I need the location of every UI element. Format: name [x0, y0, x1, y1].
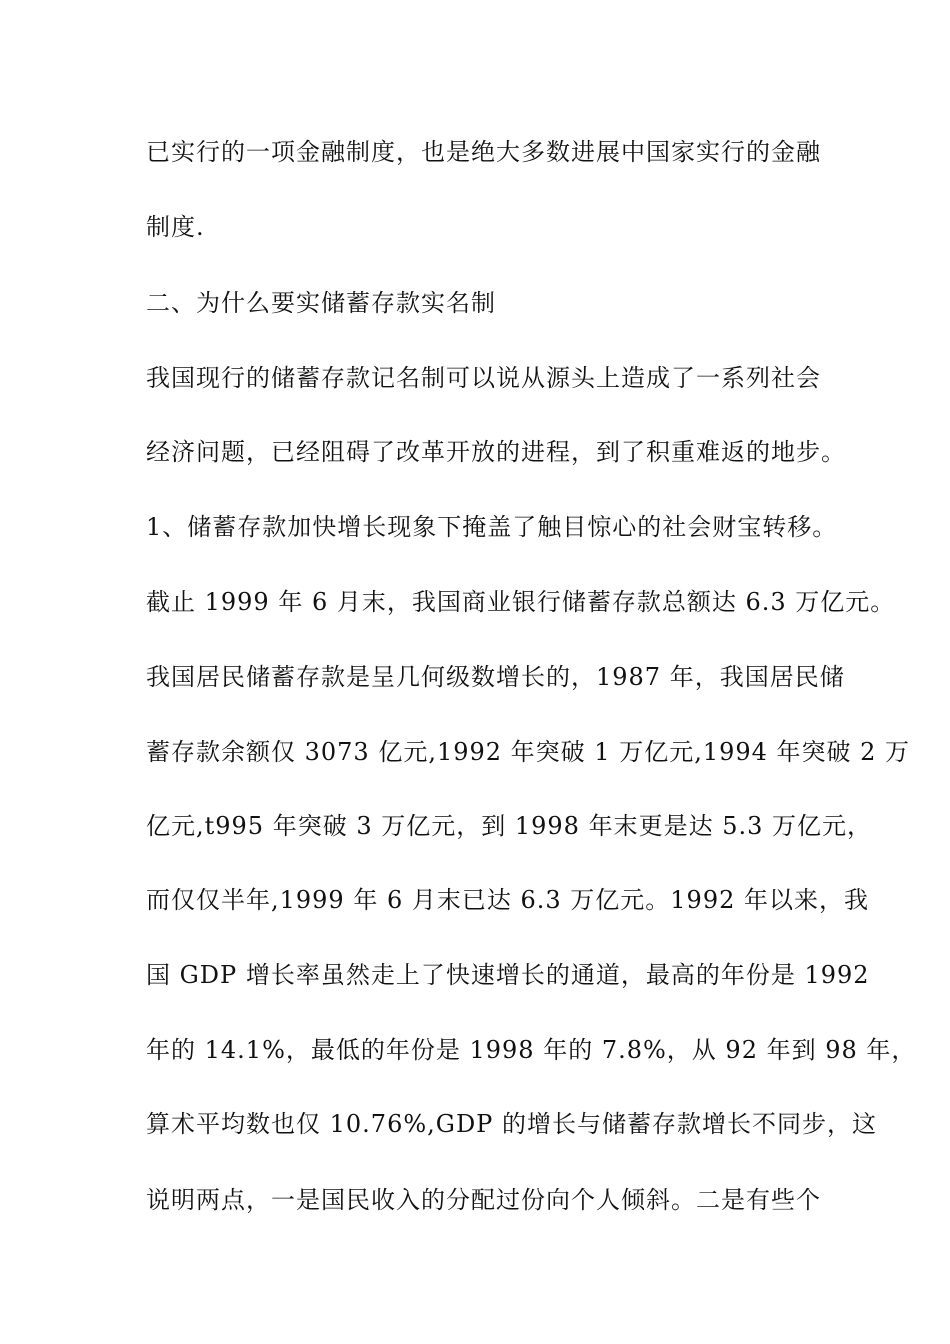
text-line: 截止 1999 年 6 月末，我国商业银行储蓄存款总额达 6.3 万亿元。	[146, 588, 896, 616]
text-line: 年的 14.1%，最低的年份是 1998 年的 7.8%，从 92 年到 98 年，	[146, 1036, 917, 1064]
text-line: 国 GDP 增长率虽然走上了快速增长的通道，最高的年份是 1992	[146, 961, 870, 989]
text-line: 我国现行的储蓄存款记名制可以说从源头上造成了一系列社会	[146, 364, 821, 392]
text-line: 说明两点，一是国民收入的分配过份向个人倾斜。二是有些个	[146, 1186, 821, 1214]
text-line: 制度.	[146, 213, 205, 241]
text-line: 而仅仅半年,1999 年 6 月末已达 6.3 万亿元。1992 年以来，我	[146, 886, 869, 914]
text-line: 经济问题，已经阻碍了改革开放的进程，到了积重难返的地步。	[146, 438, 846, 466]
text-line: 算术平均数也仅 10.76%,GDP 的增长与储蓄存款增长不同步，这	[146, 1110, 877, 1138]
text-line: 我国居民储蓄存款是呈几何级数增长的，1987 年，我国居民储	[146, 663, 845, 691]
section-heading: 二、为什么要实储蓄存款实名制	[146, 289, 496, 317]
text-line: 已实行的一项金融制度，也是绝大多数进展中国家实行的金融	[146, 138, 821, 166]
text-line: 亿元,t995 年突破 3 万亿元，到 1998 年末更是达 5.3 万亿元，	[146, 812, 872, 840]
text-line: 蓄存款余额仅 3073 亿元,1992 年突破 1 万亿元,1994 年突破 2 万	[146, 738, 911, 766]
subsection-heading: 1、储蓄存款加快增长现象下掩盖了触目惊心的社会财宝转移。	[146, 513, 838, 541]
